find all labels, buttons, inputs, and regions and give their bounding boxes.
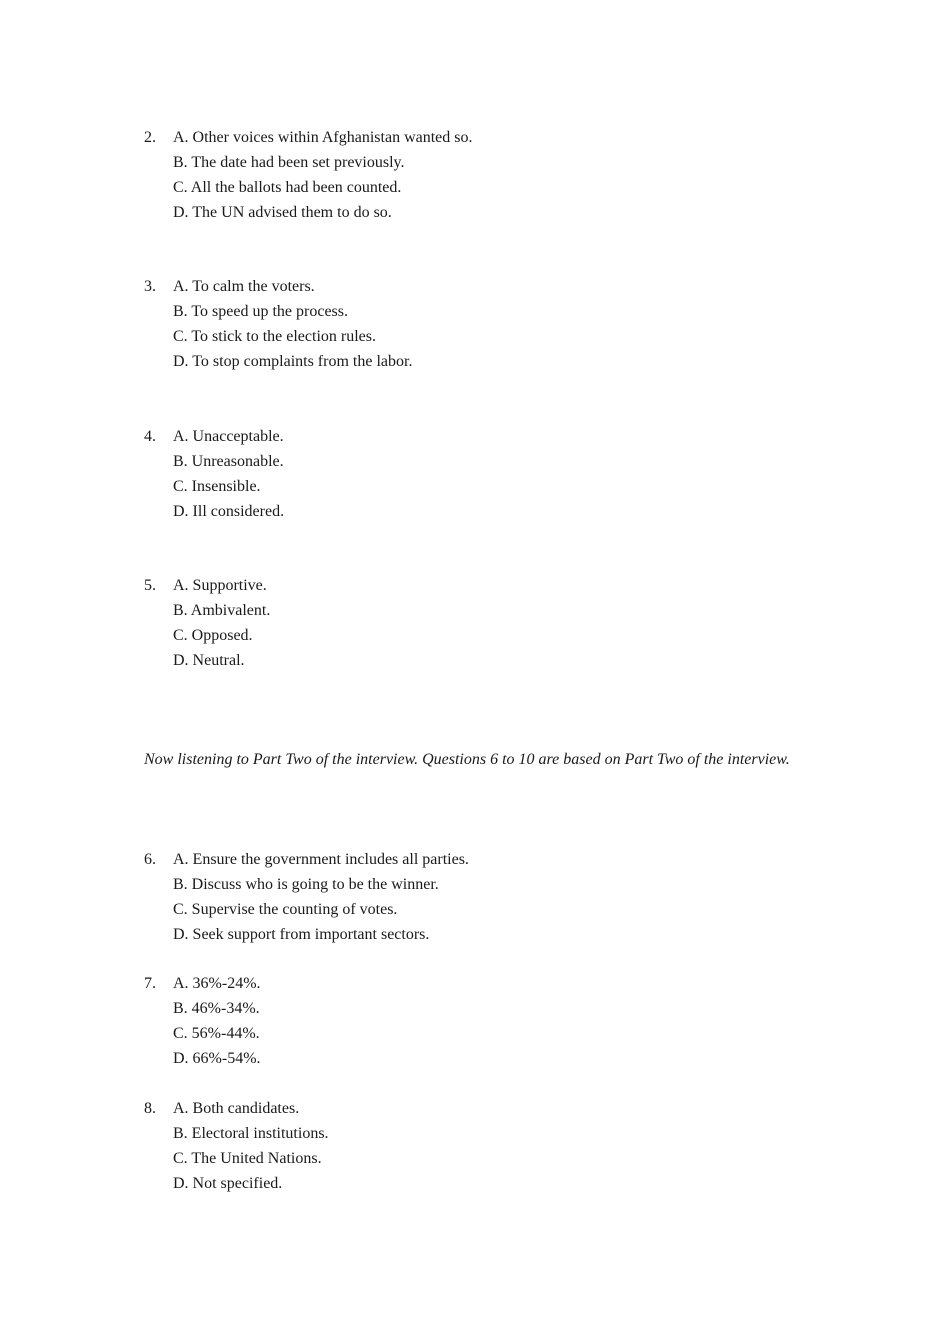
option-d: D. Neutral. xyxy=(173,652,245,669)
question-number: 2. xyxy=(144,129,156,146)
question-6 xyxy=(144,847,806,947)
option-c: C. Opposed. xyxy=(173,627,253,644)
option-a: A. Supportive. xyxy=(173,577,267,594)
option-b: B. 46%-34%. xyxy=(173,1000,260,1017)
option-b: B. Ambivalent. xyxy=(173,602,271,619)
option-c: C. Supervise the counting of votes. xyxy=(173,901,398,918)
question-4 xyxy=(144,424,806,524)
option-a: A. Other voices within Afghanistan wanted so. xyxy=(173,129,473,146)
question-8 xyxy=(144,1096,806,1196)
option-c: C. All the ballots had been counted. xyxy=(173,179,402,196)
question-number: 8. xyxy=(144,1100,156,1117)
option-b: B. Unreasonable. xyxy=(173,453,284,470)
option-b: B. Electoral institutions. xyxy=(173,1125,329,1142)
option-a: A. To calm the voters. xyxy=(173,278,315,295)
option-d: D. Seek support from important sectors. xyxy=(173,926,430,943)
part-two-instruction: Now listening to Part Two of the interview. Questions 6 to 10 are based on Part Two of the interview. xyxy=(144,751,790,768)
question-number: 4. xyxy=(144,428,156,445)
question-2 xyxy=(144,125,806,225)
question-number: 3. xyxy=(144,278,156,295)
option-c: C. The United Nations. xyxy=(173,1150,322,1167)
option-d: D. 66%-54%. xyxy=(173,1050,261,1067)
option-c: C. Insensible. xyxy=(173,478,261,495)
question-number: 6. xyxy=(144,851,156,868)
question-5 xyxy=(144,573,806,673)
option-d: D. The UN advised them to do so. xyxy=(173,204,392,221)
option-d: D. To stop complaints from the labor. xyxy=(173,353,413,370)
option-c: C. 56%-44%. xyxy=(173,1025,260,1042)
question-number: 7. xyxy=(144,975,156,992)
option-a: A. Unacceptable. xyxy=(173,428,284,445)
option-a: A. 36%-24%. xyxy=(173,975,261,992)
option-a: A. Ensure the government includes all parties. xyxy=(173,851,469,868)
option-d: D. Ill considered. xyxy=(173,503,285,520)
option-b: B. The date had been set previously. xyxy=(173,154,405,171)
question-3 xyxy=(144,274,806,374)
option-a: A. Both candidates. xyxy=(173,1100,300,1117)
option-b: B. To speed up the process. xyxy=(173,303,348,320)
question-7 xyxy=(144,971,806,1071)
option-c: C. To stick to the election rules. xyxy=(173,328,376,345)
option-d: D. Not specified. xyxy=(173,1175,283,1192)
option-b: B. Discuss who is going to be the winner. xyxy=(173,876,439,893)
question-number: 5. xyxy=(144,577,156,594)
